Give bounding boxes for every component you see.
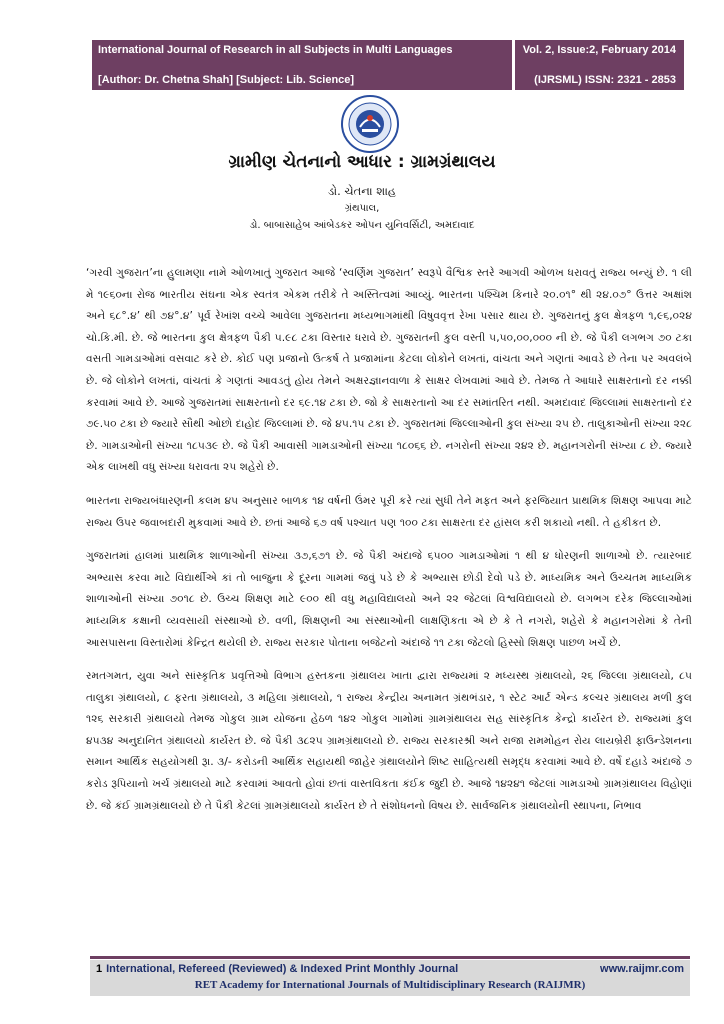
journal-name: International Journal of Research in all Subjects in Multi Languages [98,44,453,56]
article-title: ગ્રામીણ ચેતનાનો આધાર : ગ્રામગ્રંથાલય [228,152,496,172]
author-block [0,183,724,234]
volume-issue: Vol. 2, Issue:2, February 2014 [522,44,676,56]
journal-seal-logo [340,94,400,154]
issn: (IJRSML) ISSN: 2321 - 2853 [534,74,676,86]
paragraph: ભારતના રાજ્યબંધારણની કલમ ૪૫ અનુસાર બાળક ૧૪ વર્ષની ઉંમર પૂરી કરે ત્યાં સુધી તેને મફત અને ફરજિયાત પ્રાથમિક શિક્ષણ આપવા માટે રાજ્ય ઉપર જવાબદારી મુકવામાં આવે છે. છતાં આજે ૬૭ વર્ષ પશ્ચાત પણ ૧૦૦ ટકા સાક્ષરતા દર હાંસલ કરી શકાયો નથી. તે હકીકત છે. [86,493,692,529]
footer-top-line [96,963,684,975]
journal-type: International, Refereed (Reviewed) & Indexed Print Monthly Journal [106,963,459,975]
footer-left [96,963,458,975]
paragraph: ‘ગરવી ગુજરાત’ના હુલામણા નામે ઓળખાતું ગુજરાત આજે ‘સ્વર્ણિમ ગુજરાત’ સ્વરૂપે વૈશ્વિક સ્તરે આગવી ઓળખ ધરાવતું રાજ્ય બન્યું છે. ૧ લી મે ૧૯૬૦ના રોજ ભારતીય સંઘના એક સ્વતંત્ર એકમ તરીકે તે અસ્તિત્વમાં આવ્યું. ભારતના પશ્ચિમ કિનારે ૨૦.૦૧° થી ૨૪.૦૭° ઉત્તર અક્ષાંશ અને ૬૮°.૪’ થી ૭૪°.૪’ પૂર્વ રેખાંશ વચ્ચે આવેલા ગુજરાતના મધ્યભાગમાંથી વિષુવવૃત્ત રેખા પસાર થાય છે. ગુજરાતનું કુલ ક્ષેત્રફળ ૧,૯૬,૦૨૪ ચો.કિ.મી. છે. જે ભારતના કુલ ક્ષેત્રફળ પૈકી ૫.૯૮ ટકા વિસ્તાર ધરાવે છે. ગુજરાતની કુલ વસ્તી ૫,૫૦,૦૦,૦૦૦ ની છે. જે પૈકી લગભગ ૭૦ ટકા વસતી ગામડાઓમાં વસવાટ કરે છે. કોઈ પણ પ્રજાનો ઉત્કર્ષ તે પ્રજામાંના કેટલા લોકોને લખતાં, વાંચતા અને ગણતાં આવડે છે તેના પર અવલંબે છે. જે લોકોને લખતાં, વાંચતાં કે ગણતાં આવડતું હોય તેમને અક્ષરજ્ઞાનવાળા કે સાક્ષર લેખવામાં આવે છે. તેમજ તે આધારે સાક્ષરતાનો દર નક્કી કરવામાં આવે છે. આજે ગુજરાતમાં સાક્ષરતાનો દર ૬૯.૧૪ ટકા છે. જો કે સાક્ષરતાનો આ દર સમાંતરિત નથી. અમદાવાદ જિલ્લામાં સાક્ષરતાનો દર ૭૯.૫૦ ટકા છે જ્યારે સૌથી ઓછો દાહોદ જિલ્લામાં છે. જે ૪૫.૧૫ ટકા છે. ગુજરાતમાં જિલ્લાઓની કુલ સંખ્યા ૨૫ છે. તાલુકાઓની સંખ્યા ૨૨૮ છે. ગામડાઓની સંખ્યા ૧૮૫૩૯ છે. જે પૈકી આવાસી ગામડાઓની સંખ્યા ૧૮૦૬૬ છે. નગરોની સંખ્યા ૨૪૨ છે. મહાનગરોની સંખ્યા ૮ છે. જ્યારે એક લાખથી વધુ સંખ્યા ધરાવતા ૨૫ શહેરો છે. [86,266,692,474]
page-number: 1 [96,963,103,975]
header-right-panel [515,40,684,90]
author-affiliation: ડો. બાબાસાહેબ આંબેડકર ઓપન યુનિવર્સિટી, અમદાવાદ [249,220,475,231]
journal-seal-logo-icon [340,94,400,154]
article-body [86,262,692,828]
paragraph: રમતગમત, યુવા અને સાંસ્કૃતિક પ્રવૃત્તિઓ વિભાગ હસ્તકના ગ્રંથાલય ખાતા દ્વારા રાજ્યમાં ૨ મધ્યસ્થ ગ્રંથાલયો, ૨૬ જિલ્લા ગ્રંથાલયો, ૮૫ તાલુકા ગ્રંથાલયો, ૮ ફરતા ગ્રંથાલયો, ૩ મહિલા ગ્રંથાલયો, ૧ રાજ્ય કેન્દ્રીય અનામત ગ્રંથભંડાર, ૧ સ્ટેટ આર્ટ એન્ડ કલ્ચર ગ્રંથાલય મળી કુલ ૧૨૬ સરકારી ગ્રંથાલયો તેમજ ગોકુલ ગ્રામ યોજના હેઠળ ૧૪૨ ગોકુલ ગામોમાં ગ્રામગ્રંથાલય સહ સાંસ્કૃતિક કેન્દ્રો કાર્યરત છે. રાજ્યમાં કુલ ૪૫૩૪ અનુદાનિત ગ્રંથાલયો કાર્યરત છે. જે પૈકી ૩૮૨૫ ગ્રામગ્રંથાલયો છે. રાજ્ય સરકારશ્રી અને રાજા રામમોહન રોય લાયબ્રેરી ફાઉન્ડેશનના સમાન આર્થિક સહયોગથી રૂા. ૩/- કરોડની આર્થિક સહાયથી જાહેર ગ્રંથાલયોને શિષ્ટ સાહિત્યથી સમૃદ્ધ કરવામાં આવે છે. વર્ષે દહાડે અંદાજે ૭ કરોડ રૂપિયાનો ખર્ચ ગ્રંથાલયો માટે કરવામાં આવતો હોવાં છતાં વાસ્તવિકતા કંઈક જુદી છે. આજે ૧૪૨૪૧ જેટલાં ગામડાઓ ગ્રામગ્રંથાલય વિહોણાં છે. જે કંઈ ગ્રામગ્રંથાલયો છે તે પૈકી કેટલાં ગ્રામગ્રંથાલયો કાર્યરત છે તે સંશોધનનો વિષય છે. સાર્વજનિક ગ્રંથાલયોની સ્થાપના, નિભાવ [86,669,692,812]
paragraph: ગુજરાતમાં હાલમાં પ્રાથમિક શાળાઓની સંખ્યા ૩૭,૬૭૧ છે. જે પૈકી અંદાજે ૬૫૦૦ ગામડાઓમાં ૧ થી ૪ ધોરણની શાળાઓ છે. ત્યારબાદ અભ્યાસ કરવા માટે વિદ્યાર્થીએ કાં તો બાજુના કે દૂરના ગામમાં જવું પડે છે કે અભ્યાસ છોડી દેવો પડે છે. માધ્યમિક અને ઉચ્ચતમ માધ્યમિક શાળાઓની સંખ્યા ૭૦૧૮ છે. ઉચ્ચ શિક્ષણ માટે ૯૦૦ થી વધુ મહાવિદ્યાલયો અને ૨૨ જેટલાં વિશ્વવિદ્યાલયો છે. લગભગ દરેક જિલ્લાઓમાં માધ્યમિક કક્ષાની વ્યવસાયી સંસ્થાઓ છે. વળી, શિક્ષણની આ સંસ્થાઓની લાક્ષણિકતા એ છે કે તે નગરો, શહેરો કે મહાનગરોમાં કે તેની આસપાસના વિસ્તારોમાં કેન્દ્રિત થયેલી છે. રાજ્ય સરકાર પોતાના બજેટનો અંદાજે ૧૧ ટકા જેટલો હિસ્સો શિક્ષણ પાછળ ખર્ચે છે. [86,549,692,649]
journal-footer [90,960,690,996]
author-subject: [Author: Dr. Chetna Shah] [Subject: Lib. Science] [98,74,355,86]
author-role: ગ્રંથપાલ, [344,203,380,214]
academy-name: RET Academy for International Journals of Multidisciplinary Research (RAIJMR) [194,979,586,991]
journal-header [92,40,684,90]
footer-rule [90,956,690,959]
header-left-panel [92,40,512,90]
website-link[interactable]: www.raijmr.com [600,963,684,975]
author-name: ડો. ચેતના શાહ [327,184,397,198]
